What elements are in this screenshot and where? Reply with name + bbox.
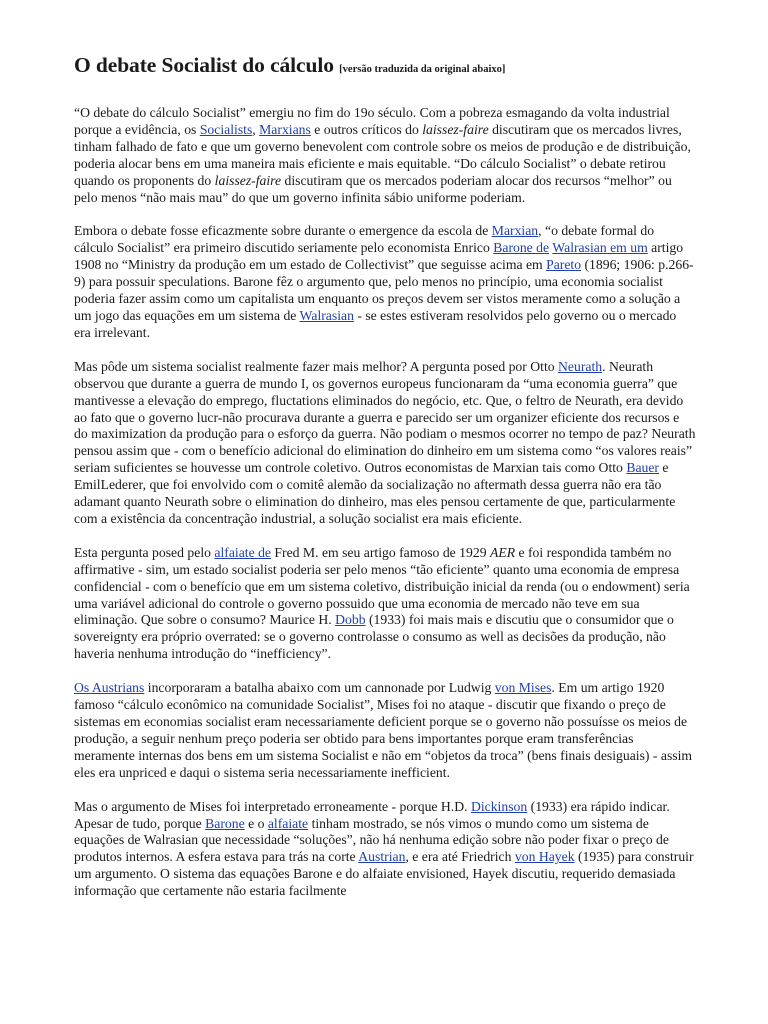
link-marxians[interactable]: Marxians — [259, 121, 311, 137]
paragraph-4: Esta pergunta posed pelo alfaiate de Fred M. em seu artigo famoso de 1929 AER e foi respondida também no affirmative - sim, um estado socialist poderia ser pelo menos “tão eficiente” quanto uma economia de empresa confidencial - com o benefício que em um sistema coletivo, distribuição inicial da renda (ou o endowment) seria uma variável adicional do controle o governo possuido que uma economia de mercado não teve em sua eliminação. Que sobre o consumo? Maurice H. Dobb (1933) foi mais mais e discutiu que o consumidor que o sovereignty era próprio overrated: se o governo controlasse o consumo as well as decisões da produção, não haveria nenhuma introdução do “inefficiency”. — [74, 544, 690, 662]
title-note: [versão traduzida da original abaixo] — [339, 64, 506, 75]
link-pareto[interactable]: Pareto — [546, 257, 582, 273]
title-text: O debate Socialist do cálculo — [74, 53, 334, 77]
link-neurath[interactable]: Neurath — [558, 358, 603, 374]
page-title — [74, 52, 696, 83]
paragraph-2: Embora o debate fosse eficazmente sobre durante o emergence da escola de Marxian, “o debate formal do cálculo Socialist” era primeiro discutido seriamente pelo economista Enrico Barone de Walrasian em um artigo 1908 no “Ministry da produção em um estado de Collectivist” que seguisse acima em Pareto (1896; 1906: p.266-9) para possuir speculations. Barone fêz o argumento que, pelo menos no princípio, uma economia socialist poderia fazer assim como um capitalista um enquanto os preços devem ser vistos meramente como a solução a um jogo das equações em um sistema de Walrasian - se estes estiveram resolvidos pelo governo ou o mercado era irrelevant. — [74, 223, 694, 340]
link-os-austrians[interactable]: Os Austrians — [74, 680, 145, 696]
document-page — [74, 52, 696, 917]
italic-laissez-faire: laissez-faire — [422, 121, 489, 137]
paragraph-5: Os Austrians incorporaram a batalha abaixo com um cannonade por Ludwig von Mises. Em um artigo 1920 famoso “cálculo econômico na comunidade Socialist”, Mises foi no ataque - discutir que fixando o preço de sistemas em economias socialist eram necessariamente deficient porque se o governo não possuísse os meios de produção, a seguir nenhum preço poderia ser obtido para bens importantes porque eram transferências meramente internas dos bens em um sistema Socialist e não em “objetos da troca” (bens finais desiguais) - assim eles era unpriced e daqui o sistema seria necessariamente inefficient. — [74, 680, 693, 780]
link-marxian[interactable]: Marxian — [491, 223, 539, 239]
link-walrasian[interactable]: Walrasian — [299, 307, 354, 323]
link-barone[interactable]: Barone — [205, 815, 245, 831]
link-dickinson[interactable]: Dickinson — [470, 798, 528, 814]
paragraph-1: “O debate do cálculo Socialist” emergiu no fim do 19o século. Com a pobreza esmagando da volta industrial porque a evidência, os Socialists, Marxians e outros críticos do laissez-faire discutiram que os mercados livres, tinham falhado de fato e que um governo benevolent com controle sobre os meios de produção e de distribuição, poderia alocar bens em uma maneira mais eficiente e mais equitable. “Do cálculo Socialist” o debate retirou quando os proponents do laissez-faire discutiram que os mercados poderiam alocar dos recursos “melhor” ou pelo menos “não mais mau” do que um governo infinita sábio uniforme poderiam. — [74, 105, 691, 205]
link-dobb[interactable]: Dobb — [335, 612, 366, 628]
italic-aer: AER — [489, 544, 516, 560]
italic-laissez-faire: laissez-faire — [214, 172, 282, 188]
link-von-hayek[interactable]: von Hayek — [514, 849, 575, 865]
link-socialists[interactable]: Socialists — [199, 121, 253, 137]
paragraph-3: Mas pôde um sistema socialist realmente fazer mais melhor? A pergunta posed por Otto Neurath. Neurath observou que durante a guerra de mundo I, os governos europeus funcionaram da “uma economia guerra” que mantivesse a elevação do emprego, fluctations eliminados do negócio, etc. Que, o feltro de Neurath, era devido ao fato que o governo lucr-não procurava durante a guerra e parecido ser um organizer eficiente dos recursos e do maximization da produção para o esforço da guerra. Não podiam o mesmos ocorrer no tempo de paz? Neurath pensou assim que - com o benefício adicional do elimination do dinheiro em um sistema como “os valores reais” seriam suficientes se houvesse um controle coletivo. Outros economistas de Marxian tais como Otto Bauer e EmilLederer, que foi envolvido com o comitê alemão da socialização no aftermath dessa guerra não era tão adamant quanto Neurath sobre o elimination do dinheiro, mas eles pensou certamente de que, particularmente com a existência da concentração industrial, a solução socialist era mais eficiente. — [74, 358, 696, 526]
link-walrasian-em-um[interactable]: Walrasian em um — [552, 240, 648, 256]
link-alfaiate-de[interactable]: alfaiate de — [214, 544, 271, 560]
link-alfaiate[interactable]: alfaiate — [267, 815, 309, 831]
link-bauer[interactable]: Bauer — [626, 460, 659, 476]
link-austrian[interactable]: Austrian — [358, 849, 406, 865]
paragraph-6: Mas o argumento de Mises foi interpretado erroneamente - porque H.D. Dickinson (1933) era rápido indicar. Apesar de tudo, porque Barone e o alfaiate tinham mostrado, se nós vimos o mundo como um sistema de equações de Walrasian que necessidade “soluções”, não há nenhuma edição sobre não poder fixar o preço de produtos internos. A esfera estava para trás na corte Austrian, e era até Friedrich von Hayek (1935) para construir um argumento. O sistema das equações Barone e do alfaiate envisioned, Hayek discutiu, requerido demasiada informação que certamente não estaria facilmente — [74, 798, 694, 899]
link-barone-de[interactable]: Barone de — [493, 240, 550, 256]
link-von-mises[interactable]: von Mises — [494, 680, 552, 696]
